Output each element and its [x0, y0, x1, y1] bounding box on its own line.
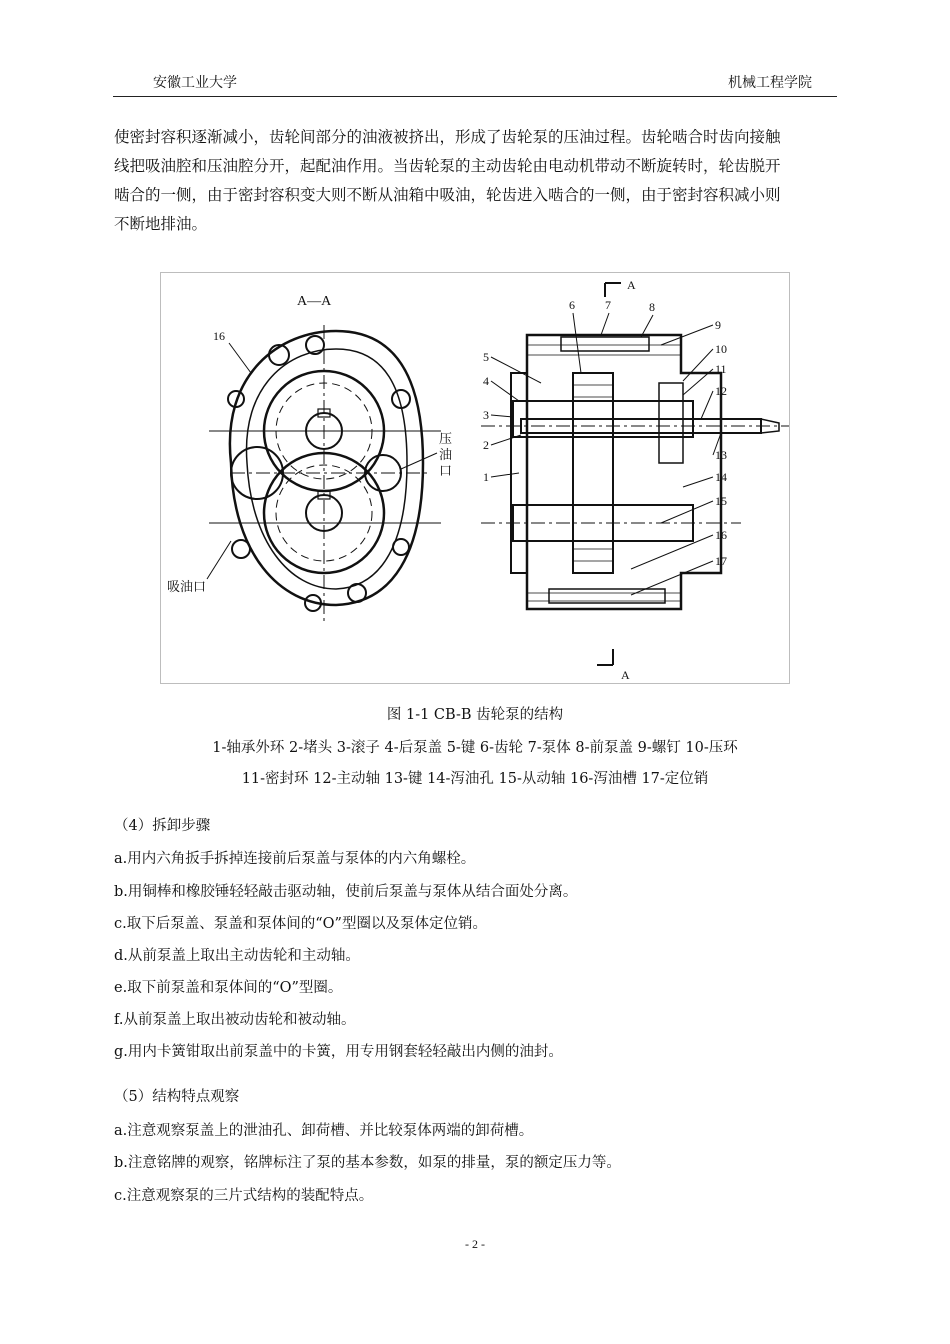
callout-9: 9 — [715, 318, 721, 332]
figure-legend-line: 11-密封环 12-主动轴 13-键 14-泻油孔 15-从动轴 16-泻油槽 17-定位销 — [241, 771, 709, 787]
section-mark-bottom: A — [621, 668, 630, 682]
disassembly-step: f.从前泵盖上取出被动齿轮和被动轴。 — [114, 1012, 356, 1028]
paragraph-line: 啮合的一侧，由于密封容积变大则不断从油箱中吸油，轮齿进入啮合的一侧，由于密封容积减小则 — [114, 186, 781, 204]
disassembly-step: a.用内六角扳手拆掉连接前后泵盖与泵体的内六角螺栓。 — [114, 851, 476, 867]
callout-5: 5 — [483, 350, 489, 364]
callout-2: 2 — [483, 438, 489, 452]
observation-item: c.注意观察泵的三片式结构的装配特点。 — [114, 1188, 374, 1204]
callout-11: 11 — [715, 362, 727, 376]
header-rule — [113, 96, 837, 97]
suction-port-label: 吸油口 — [167, 579, 207, 594]
callout-17: 17 — [715, 554, 727, 568]
callout-7: 7 — [605, 298, 611, 312]
pressure-port-label: 油 — [439, 447, 453, 462]
disassembly-step: b.用铜棒和橡胶锤轻轻敲击驱动轴，使前后泵盖与泵体从结合面处分离。 — [114, 884, 578, 900]
disassembly-step: e.取下前泵盖和泵体间的“O”型圈。 — [114, 980, 343, 996]
observation-heading: （5）结构特点观察 — [114, 1089, 240, 1105]
gear-pump-figure — [160, 272, 790, 684]
callout-8: 8 — [649, 300, 655, 314]
callout-6: 6 — [569, 298, 575, 312]
figure-legend-line: 1-轴承外环 2-堵头 3-滚子 4-后泵盖 5-键 6-齿轮 7-泵体 8-前泵盖 9-螺钉 10-压环 — [212, 740, 738, 756]
callout-4: 4 — [483, 374, 489, 388]
observation-item: a.注意观察泵盖上的泄油孔、卸荷槽、并比较泵体两端的卸荷槽。 — [114, 1123, 534, 1139]
observation-item: b.注意铭牌的观察，铭牌标注了泵的基本参数，如泵的排量，泵的额定压力等。 — [114, 1155, 621, 1171]
header-department: 机械工程学院 — [728, 75, 812, 91]
left-callout-16: 16 — [213, 329, 225, 343]
disassembly-heading: （4）拆卸步骤 — [114, 818, 211, 834]
body-paragraph — [114, 123, 836, 239]
header-school: 安徽工业大学 — [153, 75, 237, 91]
paragraph-line: 不断地排油。 — [114, 215, 208, 233]
section-title: A—A — [297, 294, 332, 309]
paragraph-line: 使密封容积逐渐减小，齿轮间部分的油液被挤出，形成了齿轮泵的压油过程。齿轮啮合时齿向接触 — [114, 128, 781, 146]
callout-16: 16 — [715, 528, 727, 542]
callout-3: 3 — [483, 408, 489, 422]
pressure-port-label: 口 — [439, 463, 453, 478]
disassembly-step: g.用内卡簧钳取出前泵盖中的卡簧，用专用钢套轻轻敲出内侧的油封。 — [114, 1044, 563, 1060]
gear-pump-drawing — [161, 273, 789, 683]
pressure-port-label: 压 — [439, 431, 453, 446]
section-mark-top: A — [627, 278, 636, 292]
callout-10: 10 — [715, 342, 727, 356]
figure-caption: 图 1-1 CB-B 齿轮泵的结构 — [386, 707, 564, 723]
callout-12: 12 — [715, 384, 727, 398]
callout-13: 13 — [715, 448, 727, 462]
callout-15: 15 — [715, 494, 727, 508]
callout-1: 1 — [483, 470, 489, 484]
disassembly-step: d.从前泵盖上取出主动齿轮和主动轴。 — [114, 948, 360, 964]
disassembly-step: c.取下后泵盖、泵盖和泵体间的“O”型圈以及泵体定位销。 — [114, 916, 487, 932]
paragraph-line: 线把吸油腔和压油腔分开，起配油作用。当齿轮泵的主动齿轮由电动机带动不断旋转时，轮齿脱开 — [114, 157, 781, 175]
callout-14: 14 — [715, 470, 727, 484]
page-number: - 2 - — [465, 1237, 485, 1251]
